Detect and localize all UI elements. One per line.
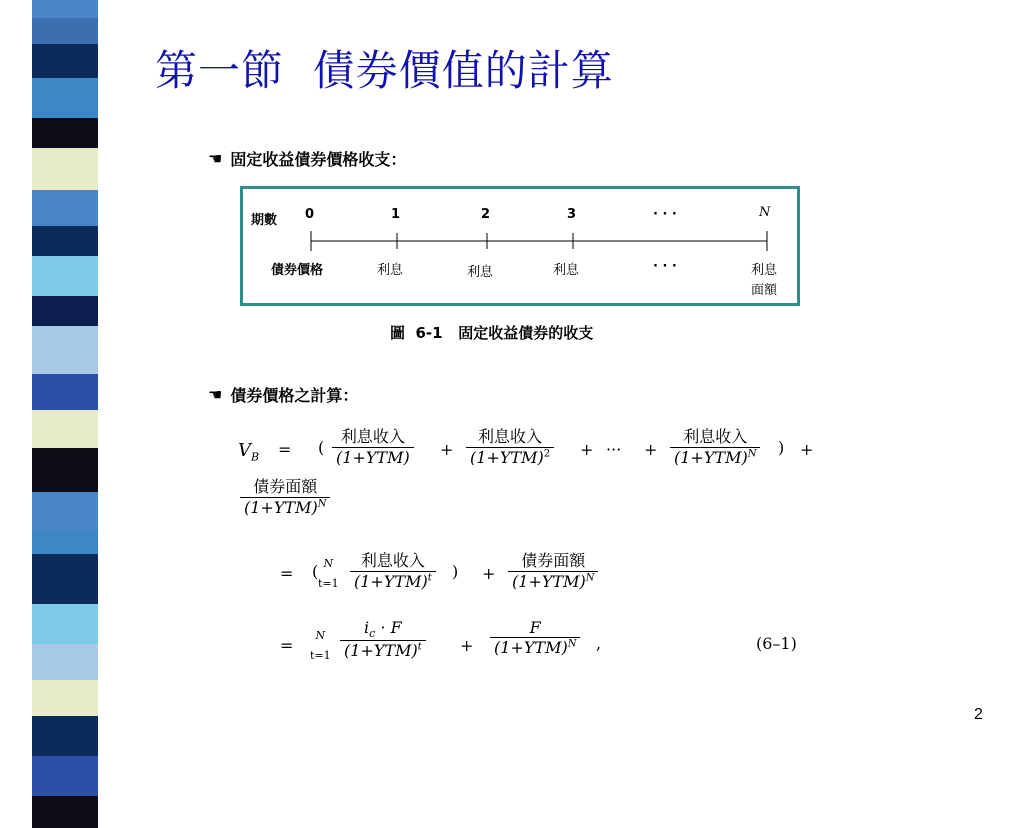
slide-title: 第一節 債券價值的計算 bbox=[155, 46, 614, 95]
period-0: 0 bbox=[305, 207, 315, 222]
payment-1: 利息 bbox=[377, 263, 404, 278]
pointing-hand-icon: ☛ bbox=[208, 148, 223, 168]
plus-sign: + bbox=[460, 636, 474, 655]
figure-caption: 圖 6-1 固定收益債券的收支 bbox=[390, 324, 594, 342]
fraction-face-F: F $(1+YTM)^N$ bbox=[490, 618, 580, 657]
equation-number: (6–1) bbox=[756, 634, 797, 653]
summation-limits: N t=1 bbox=[310, 629, 331, 662]
bullet-text: 固定收益債券價格收支： bbox=[230, 150, 407, 169]
page-number: 2 bbox=[974, 706, 983, 723]
left-paren: ( bbox=[318, 438, 325, 457]
payment-3: 利息 bbox=[553, 263, 580, 278]
left-paren: ( bbox=[312, 562, 319, 581]
fraction-coupon: $i_c \cdot F$ $(1+YTM)^t$ bbox=[340, 618, 426, 660]
fraction-term-1: 利息收入 (1+YTM) bbox=[332, 424, 414, 467]
payment-ellipsis: · · · bbox=[653, 259, 677, 274]
equals-sign: = bbox=[278, 440, 292, 459]
period-N: N bbox=[759, 205, 771, 220]
pointing-hand-icon: ☛ bbox=[208, 384, 223, 404]
period-label: 期數 bbox=[251, 213, 278, 228]
bullet-text: 債券價格之計算： bbox=[230, 386, 359, 405]
summation-limits: N t=1 bbox=[318, 557, 339, 590]
vb-symbol: $V_B$ bbox=[238, 440, 260, 464]
equals-sign: = bbox=[280, 564, 294, 583]
plus-sign: + bbox=[580, 440, 594, 459]
payment-2: 利息 bbox=[467, 265, 494, 280]
fraction-face-value: 債券面額 $(1+YTM)^N$ bbox=[240, 474, 330, 517]
equals-sign: = bbox=[280, 636, 294, 655]
period-3: 3 bbox=[567, 207, 577, 222]
plus-sign: + bbox=[482, 564, 496, 583]
fraction-term-N: 利息收入 $(1+YTM)^N$ bbox=[670, 424, 760, 467]
right-paren: ) bbox=[778, 438, 785, 457]
comma: , bbox=[596, 634, 602, 653]
plus-sign: + bbox=[800, 440, 814, 459]
bullet-fixed-income bbox=[208, 147, 406, 170]
price-label: 債券價格 bbox=[271, 263, 324, 278]
right-paren: ) bbox=[452, 562, 459, 581]
payment-N: 利息 bbox=[751, 263, 778, 278]
period-2: 2 bbox=[481, 207, 491, 222]
decorative-side-strip bbox=[32, 0, 98, 768]
face-value-N: 面額 bbox=[751, 283, 778, 298]
fraction-face-value-2: 債券面額 $(1+YTM)^N$ bbox=[508, 548, 598, 591]
plus-sign: + bbox=[644, 440, 658, 459]
bullet-price-calc bbox=[208, 383, 358, 406]
fraction-term-2: 利息收入 $(1+YTM)^2$ bbox=[466, 424, 554, 467]
fraction-interest-t: 利息收入 $(1+YTM)^t$ bbox=[350, 548, 436, 591]
timeline-figure bbox=[240, 186, 800, 306]
ellipsis: ··· bbox=[606, 440, 622, 459]
period-1: 1 bbox=[391, 207, 401, 222]
plus-sign: + bbox=[440, 440, 454, 459]
period-ellipsis: · · · bbox=[653, 207, 677, 222]
timeline-axis bbox=[243, 189, 797, 303]
